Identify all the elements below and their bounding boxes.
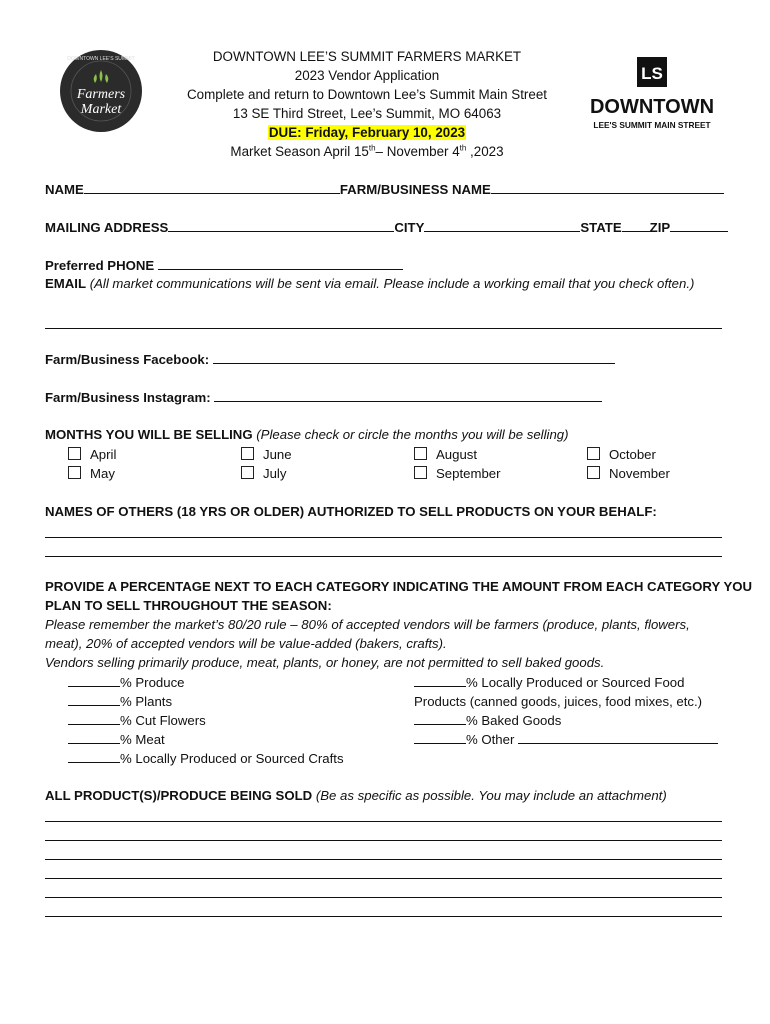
pct-other-label: % Other	[466, 732, 515, 747]
facebook-row	[45, 351, 615, 368]
pct-cut-flowers-label: % Cut Flowers	[120, 713, 206, 728]
months-heading: MONTHS YOU WILL BE SELLING	[45, 427, 253, 442]
document-header	[160, 47, 574, 161]
facebook-label: Farm/Business Facebook:	[45, 352, 210, 367]
farmers-market-logo-graphic	[60, 50, 142, 132]
month-august[interactable]	[414, 445, 477, 464]
header-line-1: DOWNTOWN LEE’S SUMMIT FARMERS MARKET	[212, 49, 522, 64]
address-row	[45, 219, 728, 236]
month-october[interactable]	[587, 445, 656, 464]
market-season	[160, 142, 574, 161]
email-field[interactable]	[45, 328, 722, 329]
logo-word-farmers: Farmers	[76, 87, 126, 102]
month-november[interactable]	[587, 464, 670, 483]
due-date: DUE: Friday, February 10, 2023	[268, 125, 466, 140]
pct-baked-goods-field[interactable]	[414, 712, 466, 725]
checkbox-august[interactable]	[414, 447, 427, 460]
header-line-3: Complete and return to Downtown Lee’s Summit Main Street	[187, 87, 547, 102]
products-note: (Be as specific as possible. You may include an attachment)	[315, 788, 667, 803]
pct-food-products-field[interactable]	[414, 674, 466, 687]
farm-business-name-label: FARM/BUSINESS NAME	[339, 182, 491, 197]
farmers-market-logo	[60, 50, 142, 132]
season-sup-2: th	[459, 143, 467, 153]
farm-business-name-field[interactable]	[491, 181, 724, 194]
phone-row	[45, 257, 403, 274]
logo-downtown-word: DOWNTOWN	[589, 96, 715, 118]
authorized-line-1[interactable]	[45, 537, 722, 538]
checkbox-july[interactable]	[241, 466, 254, 479]
mailing-address-label: MAILING ADDRESS	[45, 220, 169, 235]
pct-plants	[68, 692, 172, 711]
products-line-1[interactable]	[45, 821, 722, 822]
rule-note-2: meat), 20% of accepted vendors will be value-added (bakers, crafts).	[45, 636, 447, 651]
email-label: EMAIL	[45, 276, 87, 291]
zip-field[interactable]	[670, 219, 728, 232]
email-row	[45, 276, 694, 292]
month-label-april: April	[90, 447, 117, 462]
phone-field[interactable]	[158, 257, 403, 270]
season-end: – November 4	[375, 144, 460, 159]
month-may[interactable]	[68, 464, 115, 483]
month-label-november: November	[609, 466, 670, 481]
season-sup-1: th	[368, 143, 376, 153]
pct-other-description-field[interactable]	[518, 731, 718, 744]
facebook-field[interactable]	[213, 351, 615, 364]
pct-plants-field[interactable]	[68, 693, 120, 706]
logo-word-market: Market	[80, 102, 122, 117]
month-label-october: October	[609, 447, 656, 462]
instagram-field[interactable]	[214, 389, 602, 402]
checkbox-september[interactable]	[414, 466, 427, 479]
header-line-4: 13 SE Third Street, Lee’s Summit, MO 64063	[232, 106, 502, 121]
authorized-heading: NAMES OF OTHERS (18 YRS OR OLDER) AUTHORIZED TO SELL PRODUCTS ON YOUR BEHALF:	[45, 504, 657, 519]
email-note: (All market communications will be sent via email. Please include a working email that you check often.)	[89, 276, 695, 291]
logo-ls-mark: LS	[641, 64, 663, 83]
products-heading-row	[45, 788, 667, 804]
city-label: CITY	[394, 220, 425, 235]
month-september[interactable]	[414, 464, 501, 483]
downtown-lees-summit-logo	[588, 57, 716, 137]
pct-meat-label: % Meat	[120, 732, 165, 747]
month-july[interactable]	[241, 464, 286, 483]
authorized-line-2[interactable]	[45, 556, 722, 557]
products-line-4[interactable]	[45, 878, 722, 879]
pct-food-products-cont: Products (canned goods, juices, food mixes, etc.)	[414, 694, 703, 709]
pct-food-products-label: % Locally Produced or Sourced Food	[466, 675, 685, 690]
logo-ring-text: DOWNTOWN LEE’S SUMMIT	[67, 56, 135, 62]
name-field[interactable]	[84, 181, 340, 194]
state-label: STATE	[580, 220, 622, 235]
pct-meat	[68, 730, 165, 749]
pct-plants-label: % Plants	[120, 694, 173, 709]
mailing-address-field[interactable]	[168, 219, 394, 232]
pct-other	[414, 730, 718, 749]
products-line-2[interactable]	[45, 840, 722, 841]
name-label: NAME	[45, 182, 84, 197]
pct-other-field[interactable]	[414, 731, 466, 744]
name-row	[45, 181, 724, 198]
city-field[interactable]	[424, 219, 580, 232]
downtown-logo-graphic	[588, 57, 716, 137]
checkbox-october[interactable]	[587, 447, 600, 460]
instagram-label: Farm/Business Instagram:	[45, 390, 211, 405]
month-label-july: July	[263, 466, 287, 481]
percent-heading-1: PROVIDE A PERCENTAGE NEXT TO EACH CATEGORY INDICATING THE AMOUNT FROM EACH CATEGORY YOU	[45, 579, 753, 594]
percent-heading-2: PLAN TO SELL THROUGHOUT THE SEASON:	[45, 598, 332, 613]
checkbox-may[interactable]	[68, 466, 81, 479]
pct-produce-field[interactable]	[68, 674, 120, 687]
season-start: Market Season April 15	[230, 144, 369, 159]
rule-note-3: Vendors selling primarily produce, meat, plants, or honey, are not permitted to sell baked goods.	[45, 655, 605, 670]
instagram-row	[45, 389, 602, 406]
products-line-6[interactable]	[45, 916, 722, 917]
pct-baked-goods	[414, 711, 561, 730]
products-line-5[interactable]	[45, 897, 722, 898]
month-june[interactable]	[241, 445, 292, 464]
months-note: (Please check or circle the months you will be selling)	[256, 427, 569, 442]
products-line-3[interactable]	[45, 859, 722, 860]
month-label-september: September	[436, 466, 501, 481]
months-heading-row	[45, 427, 569, 443]
pct-cut-flowers-field[interactable]	[68, 712, 120, 725]
pct-meat-field[interactable]	[68, 731, 120, 744]
month-label-may: May	[90, 466, 115, 481]
logo-main-street-text: LEE'S SUMMIT MAIN STREET	[593, 120, 711, 130]
zip-label: ZIP	[649, 220, 671, 235]
phone-label: Preferred PHONE	[45, 258, 155, 273]
state-field[interactable]	[622, 219, 650, 232]
pct-produce-label: % Produce	[120, 675, 185, 690]
pct-crafts-field[interactable]	[68, 750, 120, 763]
pct-food-products	[414, 673, 684, 692]
season-year: ,2023	[466, 144, 504, 159]
pct-crafts	[68, 749, 344, 768]
checkbox-april[interactable]	[68, 447, 81, 460]
checkbox-june[interactable]	[241, 447, 254, 460]
pct-crafts-label: % Locally Produced or Sourced Crafts	[120, 751, 344, 766]
products-heading: ALL PRODUCT(S)/PRODUCE BEING SOLD	[45, 788, 313, 803]
month-label-june: June	[263, 447, 292, 462]
header-line-2: 2023 Vendor Application	[294, 68, 440, 83]
checkbox-november[interactable]	[587, 466, 600, 479]
pct-baked-goods-label: % Baked Goods	[466, 713, 562, 728]
month-april[interactable]	[68, 445, 116, 464]
pct-produce	[68, 673, 185, 692]
month-label-august: August	[436, 447, 478, 462]
rule-note-1: Please remember the market’s 80/20 rule – 80% of accepted vendors will be farmers (produce, plants, flowers,	[45, 617, 690, 632]
pct-cut-flowers	[68, 711, 206, 730]
